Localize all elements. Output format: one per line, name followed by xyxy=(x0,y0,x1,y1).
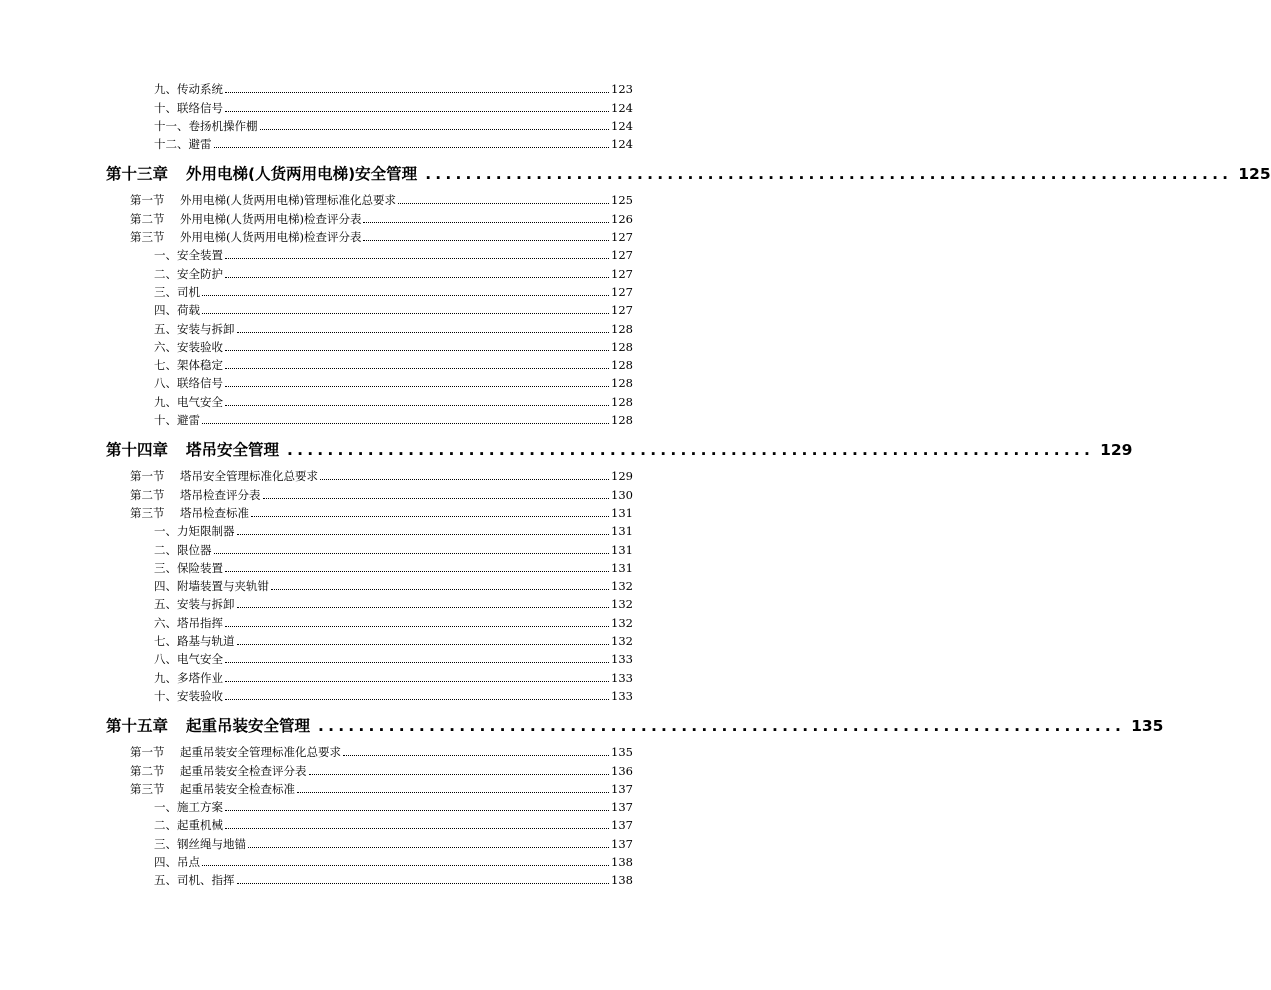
dot-leader xyxy=(225,350,609,351)
dot-leader xyxy=(225,405,609,406)
dot-leader xyxy=(225,277,609,278)
toc-entry-title: 七、架体稳定 xyxy=(154,358,223,373)
dot-leader xyxy=(214,147,610,148)
toc-entry-title: 起重吊装安全检查评分表 xyxy=(180,763,307,778)
toc-item-entry[interactable] xyxy=(0,262,700,280)
toc-item-entry[interactable] xyxy=(0,244,700,262)
toc-item-entry[interactable] xyxy=(0,814,700,832)
toc-entry-page-number: 132 xyxy=(611,634,633,649)
toc-entry-page-number: 131 xyxy=(611,560,633,575)
toc-entry-page-number: 126 xyxy=(611,211,633,226)
dot-leader xyxy=(398,203,609,204)
toc-entry-page-number: 137 xyxy=(611,781,633,796)
toc-item-entry[interactable] xyxy=(0,115,700,133)
toc-section-entry[interactable] xyxy=(0,189,700,207)
toc-item-entry[interactable] xyxy=(0,133,700,151)
toc-entry-page-number: 135 xyxy=(611,745,633,760)
toc-entry-prefix: 第二节 xyxy=(130,211,165,226)
toc-entry-page-number: 133 xyxy=(611,688,633,703)
toc-entry-page-number: 127 xyxy=(611,266,633,281)
toc-item-entry[interactable] xyxy=(0,372,700,390)
toc-chapter-entry[interactable] xyxy=(0,427,1133,465)
dot-leader xyxy=(363,240,609,241)
dot-leader xyxy=(363,222,609,223)
toc-entry-page-number: 127 xyxy=(611,248,633,263)
dot-leader: ................................................................................ xyxy=(425,165,1233,184)
toc-entry-page-number: 128 xyxy=(611,394,633,409)
dot-leader xyxy=(237,534,610,535)
toc-item-entry[interactable] xyxy=(0,557,700,575)
toc-item-entry[interactable] xyxy=(0,666,700,684)
toc-entry-page-number: 127 xyxy=(611,230,633,245)
toc-entry-title: 塔吊检查标准 xyxy=(180,505,249,520)
toc-entry-page-number: 128 xyxy=(611,376,633,391)
toc-entry-prefix: 第一节 xyxy=(130,193,165,208)
toc-entry-title: 塔吊安全管理 xyxy=(186,441,280,460)
toc-entry-title: 四、附墙装置与夹轨钳 xyxy=(154,579,269,594)
toc-section-entry[interactable] xyxy=(0,759,700,777)
toc-entry-title: 十、避雷 xyxy=(154,413,200,428)
toc-entry-page-number: 127 xyxy=(611,303,633,318)
dot-leader xyxy=(309,774,610,775)
dot-leader xyxy=(225,386,609,387)
toc-entry-page-number: 125 xyxy=(1238,165,1271,184)
toc-item-entry[interactable] xyxy=(0,354,700,372)
toc-item-entry[interactable] xyxy=(0,317,700,335)
toc-chapter-entry[interactable] xyxy=(0,703,1164,741)
toc-entry-page-number: 128 xyxy=(611,339,633,354)
toc-entry-page-number: 123 xyxy=(611,82,633,97)
toc-entry-page-number: 128 xyxy=(611,413,633,428)
dot-leader xyxy=(343,755,609,756)
toc-item-entry[interactable] xyxy=(0,520,700,538)
toc-section-entry[interactable] xyxy=(0,483,700,501)
toc-entry-page-number: 125 xyxy=(611,193,633,208)
dot-leader xyxy=(263,498,610,499)
toc-entry-page-number: 137 xyxy=(611,818,633,833)
toc-entry-page-number: 132 xyxy=(611,615,633,630)
dot-leader xyxy=(202,295,609,296)
toc-entry-page-number: 131 xyxy=(611,505,633,520)
toc-section-entry[interactable] xyxy=(0,778,700,796)
toc-entry-title: 十、安装验收 xyxy=(154,688,223,703)
toc-entry-title: 二、起重机械 xyxy=(154,818,223,833)
dot-leader xyxy=(225,571,609,572)
toc-item-entry[interactable] xyxy=(0,78,700,96)
toc-entry-page-number: 128 xyxy=(611,321,633,336)
toc-chapter-entry[interactable] xyxy=(0,151,1271,189)
toc-entry-title: 九、多塔作业 xyxy=(154,670,223,685)
toc-entry-page-number: 138 xyxy=(611,854,633,869)
toc-entry-prefix: 第一节 xyxy=(130,469,165,484)
toc-entry-title: 外用电梯(人货两用电梯)安全管理 xyxy=(186,165,418,184)
toc-entry-page-number: 135 xyxy=(1131,716,1164,735)
toc-section-entry[interactable] xyxy=(0,741,700,759)
toc-item-entry[interactable] xyxy=(0,796,700,814)
dot-leader xyxy=(202,313,609,314)
dot-leader xyxy=(297,792,609,793)
dot-leader xyxy=(237,332,610,333)
toc-entry-title: 起重吊装安全检查标准 xyxy=(180,781,295,796)
toc-entry-title: 五、司机、指挥 xyxy=(154,873,235,888)
toc-entry-title: 二、安全防护 xyxy=(154,266,223,281)
toc-entry-prefix: 第二节 xyxy=(130,763,165,778)
toc-entry-title: 一、力矩限制器 xyxy=(154,524,235,539)
toc-entry-title: 十二、避雷 xyxy=(154,137,212,152)
dot-leader xyxy=(202,423,609,424)
toc-entry-prefix: 第二节 xyxy=(130,487,165,502)
toc-entry-title: 八、电气安全 xyxy=(154,652,223,667)
toc-item-entry[interactable] xyxy=(0,630,700,648)
toc-entry-title: 一、施工方案 xyxy=(154,800,223,815)
toc-item-entry[interactable] xyxy=(0,685,700,703)
dot-leader xyxy=(237,607,610,608)
toc-item-entry[interactable] xyxy=(0,390,700,408)
dot-leader xyxy=(225,111,609,112)
toc-entry-prefix: 第三节 xyxy=(130,230,165,245)
dot-leader xyxy=(237,883,610,884)
toc-entry-title: 六、安装验收 xyxy=(154,339,223,354)
toc-entry-title: 十、联络信号 xyxy=(154,100,223,115)
toc-item-entry[interactable] xyxy=(0,96,700,114)
toc-entry-title: 起重吊装安全管理标准化总要求 xyxy=(180,745,341,760)
toc-entry-title: 六、塔吊指挥 xyxy=(154,615,223,630)
toc-item-entry[interactable] xyxy=(0,611,700,629)
dot-leader xyxy=(225,626,609,627)
toc-entry-prefix: 第三节 xyxy=(130,505,165,520)
toc-entry-title: 四、吊点 xyxy=(154,854,200,869)
toc-entry-title: 五、安装与拆卸 xyxy=(154,321,235,336)
toc-entry-page-number: 131 xyxy=(611,524,633,539)
toc-section-entry[interactable] xyxy=(0,207,700,225)
toc-entry-title: 起重吊装安全管理 xyxy=(186,716,311,735)
toc-item-entry[interactable] xyxy=(0,409,700,427)
toc-section-entry[interactable] xyxy=(0,226,700,244)
dot-leader: ................................................................................ xyxy=(287,441,1095,460)
toc-entry-title: 七、路基与轨道 xyxy=(154,634,235,649)
dot-leader xyxy=(225,828,609,829)
toc-entry-prefix: 第十四章 xyxy=(106,441,169,460)
toc-item-entry[interactable] xyxy=(0,299,700,317)
toc-entry-page-number: 132 xyxy=(611,597,633,612)
toc-entry-prefix: 第三节 xyxy=(130,781,165,796)
toc-entry-title: 二、限位器 xyxy=(154,542,212,557)
toc-item-entry[interactable] xyxy=(0,281,700,299)
toc-entry-page-number: 137 xyxy=(611,800,633,815)
toc-entry-page-number: 131 xyxy=(611,542,633,557)
toc-entry-prefix: 第一节 xyxy=(130,745,165,760)
table-of-contents xyxy=(0,78,1271,888)
toc-item-entry[interactable] xyxy=(0,832,700,850)
toc-item-entry[interactable] xyxy=(0,575,700,593)
dot-leader xyxy=(225,258,609,259)
dot-leader xyxy=(225,810,609,811)
toc-entry-page-number: 137 xyxy=(611,836,633,851)
dot-leader: ................................................................................ xyxy=(318,716,1126,735)
toc-entry-page-number: 133 xyxy=(611,652,633,667)
toc-entry-title: 八、联络信号 xyxy=(154,376,223,391)
toc-entry-page-number: 124 xyxy=(611,137,633,152)
toc-entry-page-number: 136 xyxy=(611,763,633,778)
toc-entry-title: 塔吊安全管理标准化总要求 xyxy=(180,469,318,484)
toc-entry-title: 外用电梯(人货两用电梯)检查评分表 xyxy=(180,211,362,226)
toc-entry-page-number: 127 xyxy=(611,284,633,299)
toc-item-entry[interactable] xyxy=(0,593,700,611)
toc-entry-title: 九、传动系统 xyxy=(154,82,223,97)
toc-entry-title: 塔吊检查评分表 xyxy=(180,487,261,502)
toc-entry-title: 三、司机 xyxy=(154,284,200,299)
dot-leader xyxy=(202,865,609,866)
toc-item-entry[interactable] xyxy=(0,336,700,354)
toc-entry-page-number: 132 xyxy=(611,579,633,594)
toc-entry-title: 十一、卷扬机操作棚 xyxy=(154,118,258,133)
dot-leader xyxy=(260,129,610,130)
toc-entry-title: 一、安全装置 xyxy=(154,248,223,263)
toc-entry-title: 外用电梯(人货两用电梯)管理标准化总要求 xyxy=(180,193,396,208)
toc-entry-title: 五、安装与拆卸 xyxy=(154,597,235,612)
toc-entry-page-number: 130 xyxy=(611,487,633,502)
toc-entry-page-number: 138 xyxy=(611,873,633,888)
dot-leader xyxy=(225,92,609,93)
toc-item-entry[interactable] xyxy=(0,869,700,887)
toc-entry-page-number: 124 xyxy=(611,118,633,133)
dot-leader xyxy=(214,553,610,554)
dot-leader xyxy=(251,516,609,517)
toc-entry-title: 三、钢丝绳与地锚 xyxy=(154,836,246,851)
toc-section-entry[interactable] xyxy=(0,465,700,483)
toc-entry-title: 外用电梯(人货两用电梯)检查评分表 xyxy=(180,230,362,245)
dot-leader xyxy=(225,662,609,663)
dot-leader xyxy=(271,589,609,590)
toc-entry-page-number: 128 xyxy=(611,358,633,373)
dot-leader xyxy=(320,479,609,480)
toc-entry-page-number: 129 xyxy=(611,469,633,484)
dot-leader xyxy=(248,847,609,848)
toc-entry-page-number: 129 xyxy=(1100,441,1133,460)
toc-section-entry[interactable] xyxy=(0,502,700,520)
dot-leader xyxy=(225,699,609,700)
toc-entry-title: 四、荷载 xyxy=(154,303,200,318)
toc-entry-title: 九、电气安全 xyxy=(154,394,223,409)
toc-item-entry[interactable] xyxy=(0,851,700,869)
toc-entry-title: 三、保险装置 xyxy=(154,560,223,575)
toc-entry-prefix: 第十五章 xyxy=(106,716,169,735)
toc-entry-page-number: 124 xyxy=(611,100,633,115)
dot-leader xyxy=(225,368,609,369)
toc-entry-prefix: 第十三章 xyxy=(106,165,169,184)
toc-item-entry[interactable] xyxy=(0,538,700,556)
toc-entry-page-number: 133 xyxy=(611,670,633,685)
toc-item-entry[interactable] xyxy=(0,648,700,666)
dot-leader xyxy=(225,681,609,682)
dot-leader xyxy=(237,644,610,645)
